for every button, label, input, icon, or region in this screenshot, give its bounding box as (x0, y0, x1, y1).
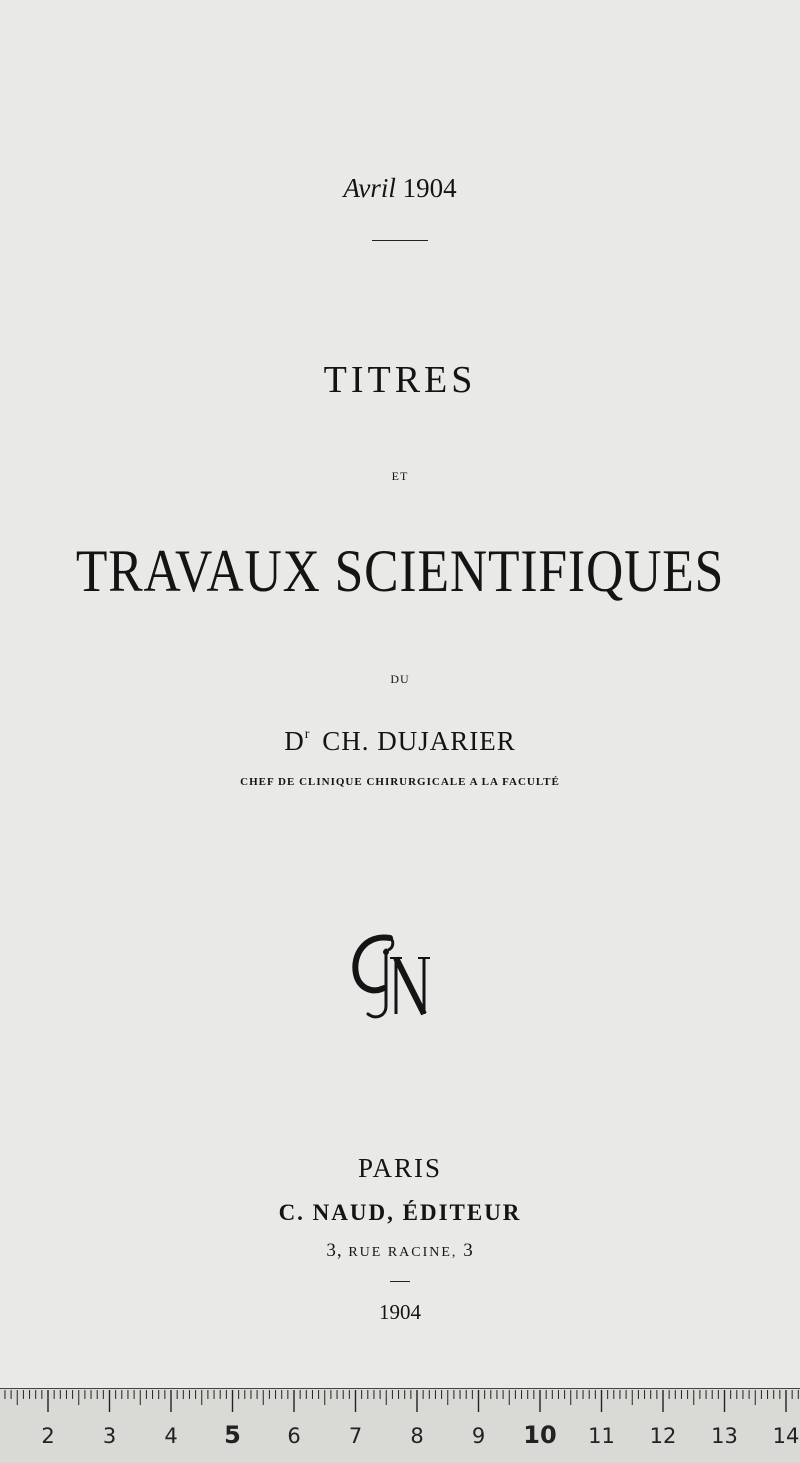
ruler-label: 8 (410, 1424, 424, 1448)
ruler-label: 11 (588, 1424, 615, 1448)
author-preposition: DU (390, 672, 410, 686)
ruler-label: 7 (348, 1424, 363, 1448)
title-line-2: TRAVAUX SCIENTIFIQUES (75, 538, 725, 604)
divider-bottom (390, 1281, 410, 1282)
date-year: 1904 (402, 173, 457, 203)
author-name: CH. DUJARIER (322, 726, 516, 756)
imprint-address (0, 1240, 800, 1262)
author-prefix-sup: r (304, 727, 311, 742)
ruler-label: 5 (224, 1421, 241, 1449)
divider-top (372, 240, 428, 241)
address-street: RUE RACINE, (348, 1245, 458, 1260)
address-number-end: 3 (463, 1240, 474, 1261)
ruler-label: 3 (102, 1424, 117, 1448)
imprint-publisher: C. NAUD, ÉDITEUR (278, 1200, 522, 1225)
imprint-year: 1904 (379, 1300, 421, 1324)
ruler-label: 12 (649, 1424, 677, 1448)
title-line-1: TITRES (323, 359, 477, 401)
author-role: CHEF DE CLINIQUE CHIRURGICALE A LA FACULTÉ (240, 776, 560, 788)
date-month: Avril (343, 173, 396, 203)
imprint-city: PARIS (357, 1153, 443, 1183)
ruler-label: 2 (41, 1424, 55, 1448)
author-prefix: D (284, 726, 305, 756)
address-number: 3, (326, 1240, 343, 1261)
ruler-label: 13 (711, 1424, 738, 1448)
title-conjunction: ET (391, 469, 409, 483)
author-name-line (0, 726, 800, 757)
publication-date (0, 173, 800, 204)
scale-ruler (0, 1388, 800, 1463)
ruler-graphic (0, 1389, 800, 1463)
ruler-label: 9 (471, 1424, 486, 1448)
ruler-label: 10 (523, 1421, 557, 1449)
publisher-monogram-icon (346, 928, 438, 1024)
ruler-label: 4 (164, 1424, 178, 1448)
ruler-label: 6 (287, 1424, 301, 1448)
ruler-label: 14 (772, 1424, 800, 1448)
